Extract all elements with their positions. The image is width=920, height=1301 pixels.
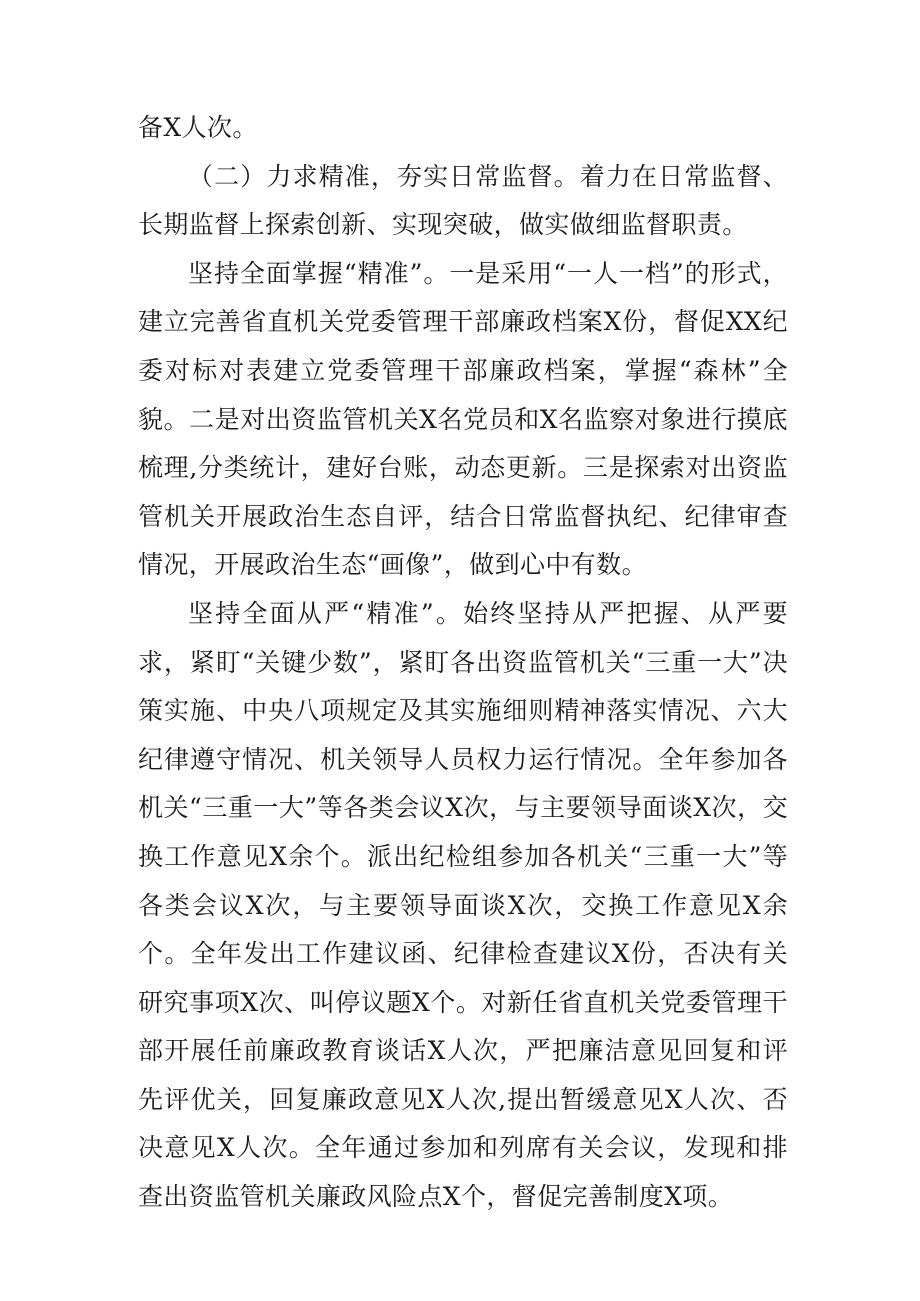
paragraph-strict-governance: 坚持全面从严“精准”。始终坚持从严把握、从严要求，紧盯“关键少数”，紧盯各出资监管机关“三重一大”决策实施、中央八项规定及其实施细则精神落实情况、六大纪律遵守情况、机关领导人员权力运行情况。全年参加各机关“三重一大”等各类会议X次，与主要领导面谈X次，交换工作意见X余个。派出纪检组参加各机关“三重一大”等各类会议X次，与主要领导面谈X次，交换工作意见X余个。全年发出工作建议函、纪律检查建议X份，否决有关研究事项X次、叫停议题X个。对新任省直机关党委管理干部开展任前廉政教育谈话X人次，严把廉洁意见回复和评先评优关，回复廉政意见X人次,提出暂缓意见X人次、否决意见X人次。全年通过参加和列席有关会议，发现和排查出资监管机关廉政风险点X个，督促完善制度X项。 (138, 598, 788, 1212)
document-body (138, 104, 788, 1222)
paragraph-section-heading: （二）力求精准，夯实日常监督。着力在日常监督、长期监督上探索创新、实现突破，做实做细监督职责。 (138, 161, 788, 240)
paragraph-precise-grasp: 坚持全面掌握“精准”。一是采用“一人一档”的形式，建立完善省直机关党委管理干部廉政档案X份，督促XX纪委对标对表建立党委管理干部廉政档案，掌握“森林”全貌。二是对出资监管机关X名党员和X名监察对象进行摸底梳理,分类统计，建好台账，动态更新。三是探索对出资监管机关开展政治生态自评，结合日常监督执纪、纪律审查情况，开展政治生态“画像”，做到心中有数。 (138, 258, 788, 580)
paragraph-continuation: 备X人次。 (138, 113, 258, 142)
